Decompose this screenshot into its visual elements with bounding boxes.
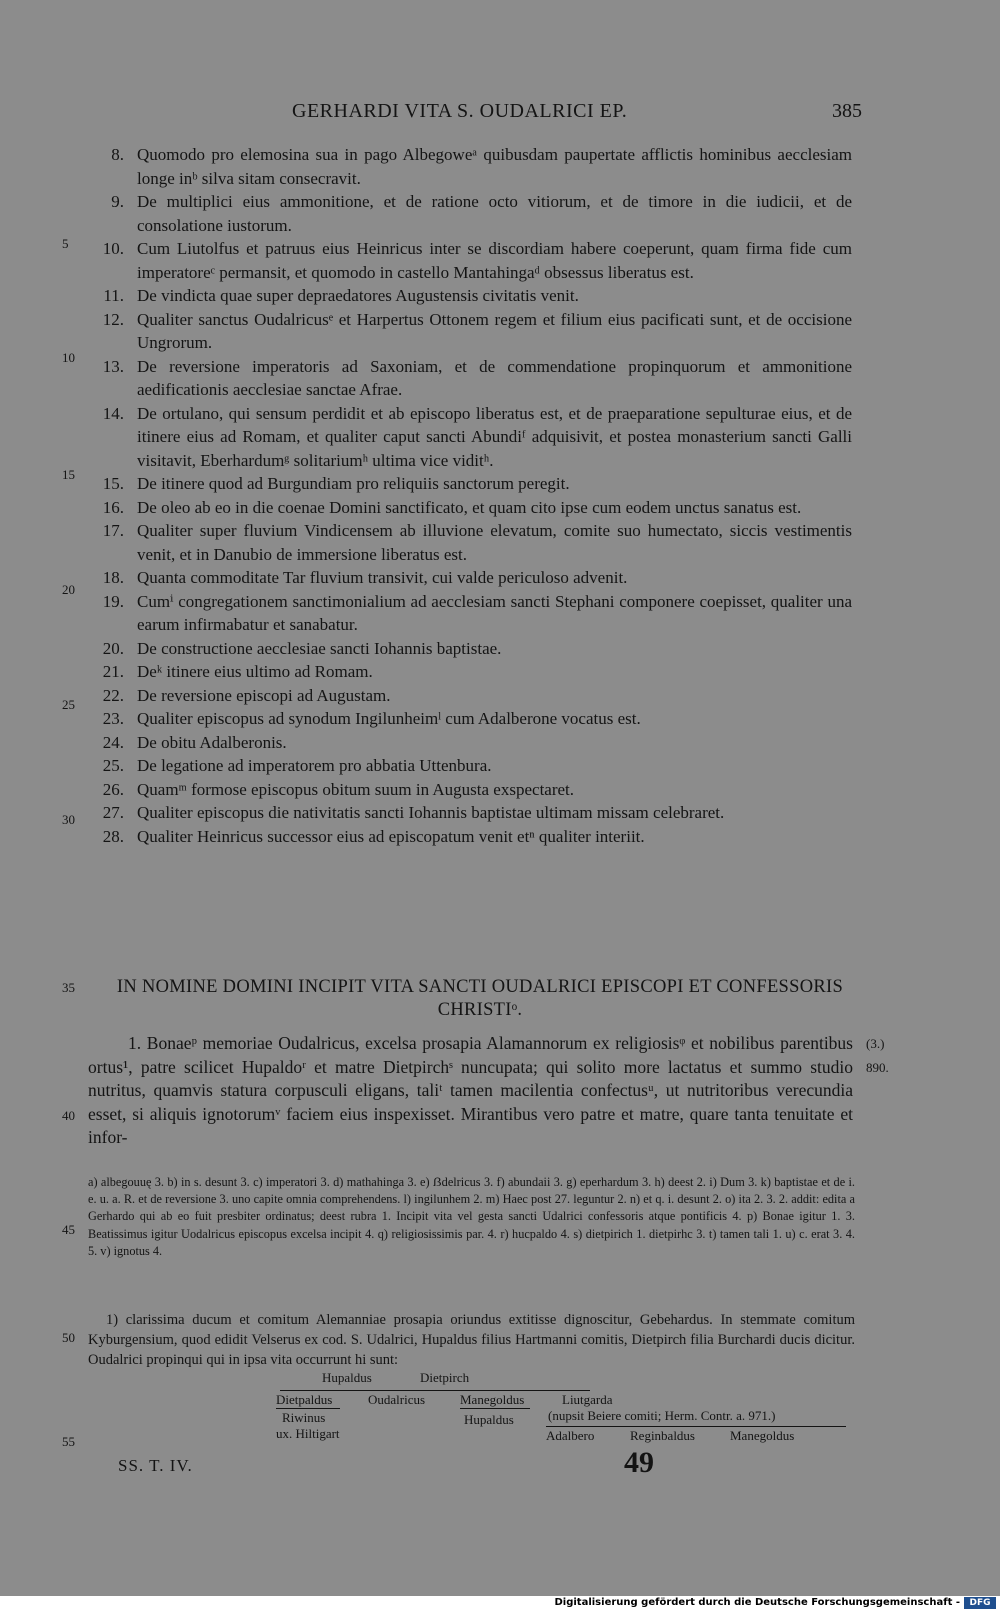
margin-note: 890. bbox=[866, 1060, 889, 1075]
chapter-number: 10. bbox=[102, 239, 124, 258]
tree-grandchild: Adalbero bbox=[546, 1428, 595, 1443]
tree-line bbox=[280, 1390, 590, 1391]
commentary-note bbox=[88, 1310, 855, 1370]
chapter-number: 9. bbox=[111, 192, 124, 211]
tree-grandchild: ux. Hiltigart bbox=[276, 1426, 340, 1441]
chapter-number: 12. bbox=[102, 309, 124, 329]
line-number: 55 bbox=[62, 1434, 75, 1449]
chapter-entry bbox=[0, 684, 1000, 708]
chapter-entry bbox=[0, 566, 1000, 590]
line-number: 15 bbox=[62, 467, 75, 482]
sheet-number: 49 bbox=[624, 1446, 654, 1479]
chapter-text: De oleo ab eo in die coenae Domini sanctificato, et quam cito ipse cum eodem unctus sanatus est. bbox=[137, 497, 802, 517]
line-number: 10 bbox=[62, 350, 75, 365]
chapter-entry bbox=[0, 778, 1000, 802]
chapter-text: De vindicta quae super depraedatores Augustensis civitatis venit. bbox=[137, 286, 579, 305]
line-number: 35 bbox=[62, 980, 75, 995]
line-number: 5 bbox=[62, 236, 69, 251]
chapter-entry bbox=[0, 308, 1000, 355]
body-paragraph: 1. Bonaeᵖ memoriae Oudalricus, excelsa prosapia Alamannorum ex religiosisᵠ et nobilibus parentibus ortus¹, patre scilicet Hupaldoʳ et matre Dietpirchˢ nuncupata; qui solito more lactatus et summo studio nutritus, quamvis statura corpusculi eligans, taliᵗ tamen macilentia confectusᵘ, ut nutritoribus verecundia esset, si aliquis ignotorumᵛ faciem eius inspexisset. Mirantibus vero patre et matre, quare tanta tenuitate et infor- bbox=[88, 1033, 853, 1147]
line-number: 50 bbox=[62, 1330, 75, 1345]
chapter-text: De reversione episcopi ad Augustam. bbox=[137, 685, 391, 705]
chapter-number: 19. bbox=[102, 591, 124, 611]
tree-child: Manegoldus bbox=[460, 1392, 525, 1407]
line-number: 25 bbox=[62, 697, 75, 712]
chapter-text: Qualiter super fluvium Vindicensem ab illuvione elevatum, comite suo humectato, siccis vestimentis venit, et in Danubio de immersione liberatus est. bbox=[137, 521, 852, 564]
tree-child: Liutgarda bbox=[562, 1392, 613, 1407]
chapter-entry bbox=[0, 519, 1000, 566]
chapter-text: De reversione imperatoris ad Saxoniam, et de commendatione propinquorum et ammonitione aedificationis aecclesiae sanctae Afrae. bbox=[137, 356, 852, 399]
tree-line bbox=[546, 1426, 846, 1427]
commentary-text: 1) clarissima ducum et comitum Alemanniae prosapia oriundus extitisse dignoscitur, Gebehardus. In stemmate comitum Kyburgensium, quod edidit Velserus ex cod. S. Udalrici, Hupaldus filius Hartmanni comitis, Dietpirch filia Burchardi ducis dicitur. Oudalrici propinqui qui in ipsa vita occurrunt hi sunt: bbox=[88, 1312, 855, 1368]
chapter-entry bbox=[0, 402, 1000, 473]
chapter-entry bbox=[0, 660, 1000, 684]
chapter-text: Deᵏ itinere eius ultimo ad Romam. bbox=[137, 662, 373, 681]
chapter-number: 18. bbox=[102, 568, 124, 587]
banner-text: Digitalisierung gefördert durch die Deutsche Forschungsgemeinschaft - bbox=[554, 1597, 960, 1608]
chapter-number: 15. bbox=[102, 474, 124, 493]
chapter-entry bbox=[0, 731, 1000, 755]
chapter-text: De itinere quod ad Burgundiam pro reliquiis sanctorum peregit. bbox=[137, 474, 570, 493]
chapter-number: 24. bbox=[102, 732, 124, 752]
chapter-text: Quanta commoditate Tar fluvium transivit, cui valde periculoso advenit. bbox=[137, 568, 628, 587]
chapter-text: Qualiter Heinricus successor eius ad episcopatum venit etⁿ qualiter interiit. bbox=[137, 826, 645, 846]
chapter-entry bbox=[0, 754, 1000, 778]
chapter-entry bbox=[0, 825, 1000, 849]
chapter-text: Cum Liutolfus et patruus eius Heinricus inter se discordiam habere coeperunt, quam firma fide cum imperatoreᶜ permansit, et quomodo in castello Mantahingaᵈ obsessus liberatus est. bbox=[137, 239, 852, 282]
chapter-text: Qualiter episcopus die nativitatis sancti Iohannis baptistae ultimam missam celebraret. bbox=[137, 803, 725, 822]
chapter-entry bbox=[0, 590, 1000, 637]
running-header bbox=[0, 100, 1000, 130]
chapter-number: 16. bbox=[102, 497, 124, 517]
tree-grandchild: Reginbaldus bbox=[630, 1428, 695, 1443]
running-title: GERHARDI VITA S. OUDALRICI EP. bbox=[292, 100, 628, 122]
tree-line bbox=[460, 1408, 530, 1409]
chapter-number: 25. bbox=[102, 756, 124, 775]
tree-child: Dietpaldus bbox=[276, 1392, 333, 1407]
chapter-text: De multiplici eius ammonitione, et de ratione octo vitiorum, et de timore in die iudicii, et de consolatione iustorum. bbox=[137, 192, 852, 235]
section-heading: IN NOMINE DOMINI INCIPIT VITA SANCTI OUDALRICI EPISCOPI ET CONFESSORIS CHRISTIᵒ. bbox=[116, 977, 844, 1020]
chapter-text: De constructione aecclesiae sancti Iohannis baptistae. bbox=[137, 638, 502, 658]
chapter-number: 8. bbox=[111, 145, 124, 164]
digitization-banner bbox=[0, 1596, 1000, 1610]
chapter-entry bbox=[0, 237, 1000, 284]
chapter-text: Cumⁱ congregationem sanctimonialium ad aecclesiam sancti Stephani componere coepisset, qualiter una earum infirmabatur et sanabatur. bbox=[137, 591, 852, 634]
chapter-number: 17. bbox=[102, 521, 124, 540]
tree-grandchild: Hupaldus bbox=[464, 1412, 514, 1427]
chapter-number: 22. bbox=[102, 685, 124, 705]
chapter-number: 14. bbox=[102, 403, 124, 423]
page-number: 385 bbox=[832, 100, 862, 122]
chapter-entry bbox=[0, 143, 1000, 190]
footnotes bbox=[88, 1174, 855, 1260]
genealogy-tree bbox=[250, 1370, 870, 1460]
chapter-number: 21. bbox=[102, 662, 124, 681]
chapter-entry bbox=[0, 707, 1000, 731]
chapter-number: 13. bbox=[102, 356, 124, 376]
dfg-logo-icon: DFG bbox=[964, 1597, 996, 1609]
chapter-number: 11. bbox=[103, 286, 124, 305]
tree-mother: Dietpirch bbox=[420, 1370, 470, 1385]
chapter-text: Quomodo pro elemosina sua in pago Albegoweᵃ quibusdam paupertate afflictis hominibus aecclesiam longe inᵇ silva sitam consecravit. bbox=[137, 145, 852, 188]
tree-grandchild: Manegoldus bbox=[730, 1428, 795, 1443]
chapter-text: Quamᵐ formose episcopus obitum suum in Augusta exspectaret. bbox=[137, 779, 575, 799]
chapter-entry bbox=[0, 801, 1000, 825]
tree-grandchild: Riwinus bbox=[282, 1410, 326, 1425]
chapter-entry bbox=[0, 190, 1000, 237]
tree-father: Hupaldus bbox=[322, 1370, 372, 1385]
tree-child: Oudalricus bbox=[368, 1392, 426, 1407]
chapter-entry bbox=[0, 496, 1000, 520]
chapter-entry bbox=[0, 472, 1000, 496]
chapter-list bbox=[0, 143, 1000, 848]
chapter-entry bbox=[0, 284, 1000, 308]
line-number: 30 bbox=[62, 812, 75, 827]
line-number: 20 bbox=[62, 582, 75, 597]
chapter-number: 27. bbox=[102, 803, 124, 822]
footnote-text: a) albegouuę 3. b) in s. desunt 3. c) imperatori 3. d) mathahinga 3. e) ẞdelricus 3. f) abundaii 3. g) eperhardum 3. h) deest 2. i) Dum 3. k) baptistae et de i. e. u. a. R. et de reversione 3. uno capite omnia comprehendens. l) ingilunhem 2. m) Haec post 27. leguntur 2. n) et q. i. desunt 2. o) ita 2. 3. 2. addit: edita a Gerhardo qui ab eo fuit presbiter ordinatus; deest rubra 1. Incipit vita vel gesta sancti Udalrici confessoris atque pontificis 4. p) Bonae igitur 1. 3. Beatissimus igitur Uodalricus episcopus excelsa incipit 4. q) religiosissimis par. 4. r) hucpaldo 4. s) dietpirich 1. dietpirhc 3. t) tamen tali 1. u) c. erat 3. 4. 5. v) ignotus 4. bbox=[88, 1175, 855, 1258]
chapter-text: De obitu Adalberonis. bbox=[137, 732, 287, 752]
sheet-signature: SS. T. IV. bbox=[118, 1456, 193, 1475]
chapter-number: 23. bbox=[102, 709, 124, 728]
chapter-number: 20. bbox=[102, 638, 124, 658]
chapter-text: Qualiter episcopus ad synodum Ingilunheimˡ cum Adalberone vocatus est. bbox=[137, 709, 641, 728]
margin-note: (3.) bbox=[866, 1036, 885, 1051]
chapter-number: 28. bbox=[102, 826, 124, 846]
chapter-entry bbox=[0, 637, 1000, 661]
line-number: 45 bbox=[62, 1222, 75, 1237]
chapter-text: De legatione ad imperatorem pro abbatia Uttenbura. bbox=[137, 756, 492, 775]
chapter-number: 26. bbox=[102, 779, 124, 799]
chapter-entry bbox=[0, 355, 1000, 402]
chapter-text: Qualiter sanctus Oudalricusᵉ et Harpertus Ottonem regem et filium eius pacificati sunt, et de occisione Ungrorum. bbox=[137, 309, 852, 352]
chapter-text: De ortulano, qui sensum perdidit et ab episcopo liberatus est, et de praeparatione sepulturae eius, et de itinere eius ad Romam, et qualiter caput sancti Abundiᶠ adquisivit, et postea monasterium sancti Galli visitavit, Eberhardumᵍ solitariumʰ ultima vice viditʰ. bbox=[137, 403, 852, 470]
tree-line bbox=[276, 1408, 340, 1409]
line-number: 40 bbox=[62, 1108, 75, 1123]
tree-note: (nupsit Beiere comiti; Herm. Contr. a. 971.) bbox=[548, 1408, 776, 1423]
body-text bbox=[88, 1032, 853, 1150]
